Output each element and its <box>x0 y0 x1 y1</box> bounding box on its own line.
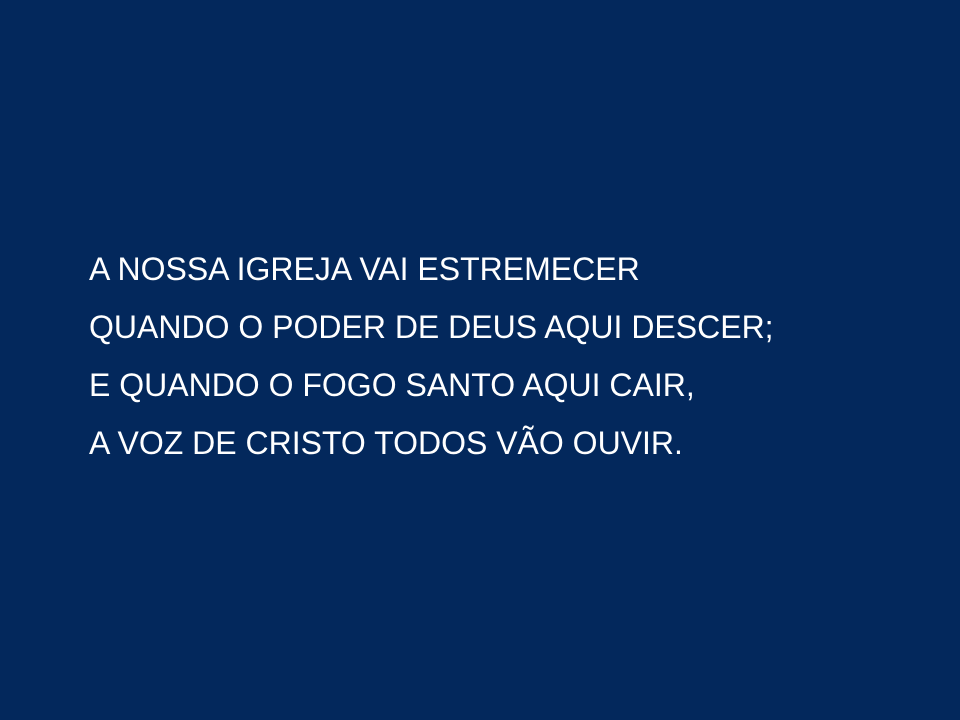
lyric-line-2: QUANDO O PODER DE DEUS AQUI DESCER; <box>89 309 774 345</box>
lyric-line-4: A VOZ DE CRISTO TODOS VÃO OUVIR. <box>89 425 683 461</box>
lyric-line-1: A NOSSA IGREJA VAI ESTREMECER <box>89 251 640 287</box>
lyric-line-3: E QUANDO O FOGO SANTO AQUI CAIR, <box>89 367 695 403</box>
lyrics-block <box>89 240 939 472</box>
